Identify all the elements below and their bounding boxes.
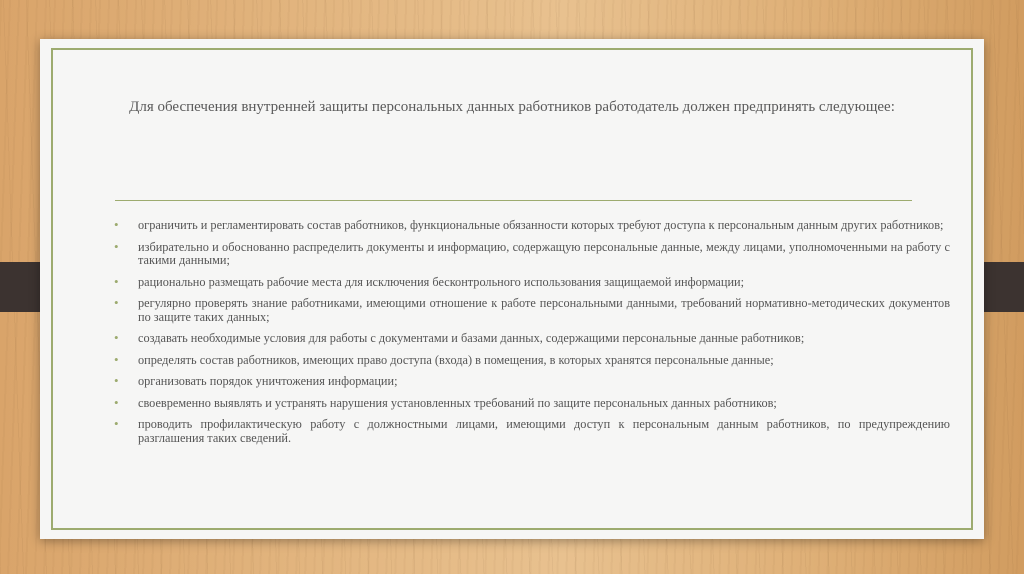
bullet-list [110, 219, 950, 453]
slide-title: Для обеспечения внутренней защиты персональных данных работников работодатель должен предпринять следующее: [129, 99, 895, 115]
list-item-text: рационально размещать рабочие места для исключения бесконтрольного использования защищаемой информации; [138, 274, 745, 289]
list-item-text: своевременно выявлять и устранять нарушения установленных требований по защите персональных данных работников; [138, 395, 777, 410]
list-item-text: организовать порядок уничтожения информации; [138, 374, 398, 388]
list-item [110, 375, 950, 389]
list-item-text: определять состав работников, имеющих право доступа (входа) в помещения, в которых хранятся персональные данные; [138, 352, 774, 367]
title-divider [115, 200, 912, 201]
right-dark-band [980, 262, 1024, 312]
bullet-icon: • [114, 416, 119, 431]
list-item [110, 273, 950, 290]
list-item-text: регулярно проверять знание работниками, имеющими отношение к работе персональными данными, требований нормативно-методических документов по защите таких данных; [138, 296, 950, 324]
list-item [110, 418, 950, 445]
bullet-icon: • [114, 217, 119, 232]
list-item [110, 297, 950, 324]
left-dark-band [0, 262, 42, 312]
list-item [110, 219, 950, 233]
list-item-text: избирательно и обоснованно распределить документы и информацию, содержащую персональные данные, между лицами, уполномоченными на работу с такими данными; [138, 239, 950, 267]
bullet-icon: • [114, 330, 119, 345]
list-item [110, 332, 950, 346]
bullet-icon: • [114, 351, 119, 367]
list-item-text: создавать необходимые условия для работы с документами и базами данных, содержащими персональные данные работников; [138, 331, 805, 345]
list-item [110, 394, 950, 411]
list-item-text: проводить профилактическую работу с должностными лицами, имеющими доступ к персональным данным работников, по предупреждению разглашения таких сведений. [138, 417, 950, 445]
bullet-icon: • [114, 238, 119, 254]
bullet-icon: • [114, 295, 119, 310]
list-item [110, 238, 950, 268]
bullet-icon: • [114, 373, 119, 388]
bullet-icon: • [114, 394, 119, 410]
list-item [110, 351, 950, 368]
list-item-text: ограничить и регламентировать состав работников, функциональные обязанности которых требуют доступа к персональным данным других работников; [138, 218, 944, 232]
bullet-icon: • [114, 273, 119, 289]
slide-card [40, 39, 984, 539]
